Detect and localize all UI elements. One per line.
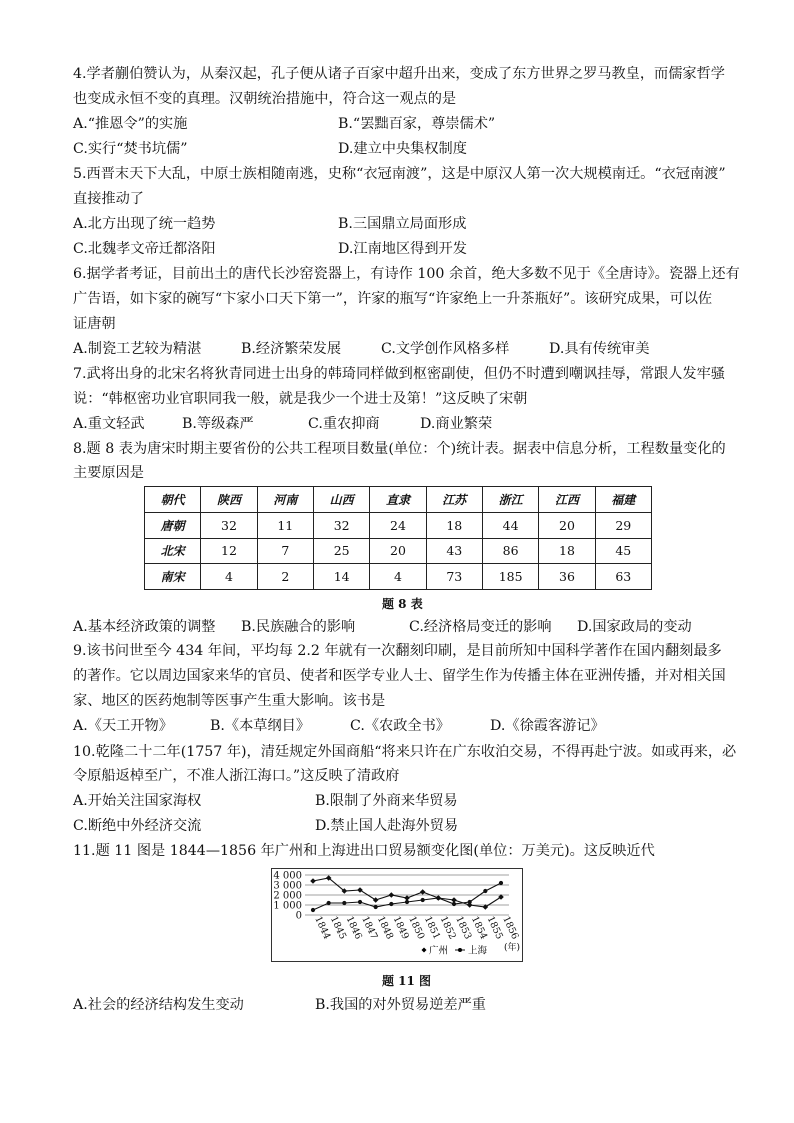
table-cell: 18 [539, 538, 595, 564]
table-cell: 20 [370, 538, 426, 564]
data-point [421, 898, 425, 902]
q8-option-d: D.国家政局的变动 [577, 619, 692, 635]
q11-option-b: B.我国的对外贸易逆差严重 [315, 997, 486, 1013]
table-cell: 63 [595, 564, 651, 590]
q4-option-c: C.实行“焚书坑儒” [73, 141, 188, 157]
q8-option-c: C.经济格局变迁的影响 [409, 619, 552, 635]
table-cell: 29 [595, 512, 651, 538]
q6-stem-line2: 广告语，如卞家的碗写“卞家小口天下第一”，许家的瓶写“许家绝上一升茶瓶好”。该研究成果，可以佐 [73, 291, 713, 307]
q9-option-c: C.《农政全书》 [350, 718, 450, 734]
x-tick-label: 1844 [312, 914, 333, 942]
table-cell: 4 [201, 564, 257, 590]
data-point [483, 889, 487, 893]
data-point [405, 900, 409, 904]
table-row-header: 唐朝 [145, 512, 201, 538]
table-header-cell: 朝代 [145, 487, 201, 513]
legend-label-guangzhou: 广州 [429, 945, 449, 957]
q5-option-d: D.江南地区得到开发 [338, 241, 467, 257]
legend-marker-shanghai [458, 948, 462, 952]
x-tick-label: 1852 [437, 914, 458, 942]
q7-stem-line2: 说：“韩枢密功业官职同我一般，就是我少一个进士及第！”这反映了宋朝 [73, 391, 528, 407]
x-tick-label: 1854 [468, 914, 490, 942]
q6-stem-line3: 证唐朝 [73, 316, 116, 332]
table-cell: 25 [313, 538, 369, 564]
x-tick-label: 1850 [406, 914, 427, 942]
table-cell: 73 [426, 564, 482, 590]
q9-stem-line3: 家、地区的医药炮制等医事产生重大影响。该书是 [73, 693, 386, 709]
table-cell: 185 [482, 564, 538, 590]
table-cell: 43 [426, 538, 482, 564]
q7-stem-line1: 7.武将出身的北宋名将狄青同进士出身的韩琦同样做到枢密副使，但仍不时遭到嘲讽挂辱，常跟人发牢骚 [73, 366, 725, 382]
q6-option-a: A.制瓷工艺较为精湛 [73, 341, 202, 357]
table-row-header: 北宋 [145, 538, 201, 564]
table-cell: 14 [313, 564, 369, 590]
x-tick-label: 1849 [390, 914, 411, 942]
q10-option-d: D.禁止国人赴海外贸易 [315, 818, 459, 834]
y-tick-label: 1 000 [273, 900, 302, 912]
data-point [499, 881, 503, 885]
q11-option-a: A.社会的经济结构发生变动 [73, 997, 244, 1013]
q7-option-a: A.重文轻武 [73, 416, 145, 432]
q6-option-c: C.文学创作风格多样 [381, 341, 510, 357]
legend-label-shanghai: 上海 [468, 945, 488, 957]
table-cell: 18 [426, 512, 482, 538]
q7-option-b: B.等级森严 [182, 416, 254, 432]
table-header-cell: 福建 [595, 487, 651, 513]
table-header-cell: 浙江 [482, 487, 538, 513]
q6-option-b: B.经济繁荣发展 [241, 341, 342, 357]
q6-stem-line1: 6.据学者考证，目前出土的唐代长沙窑瓷器上，有诗作 100 余首，绝大多数不见于《全唐诗》。瓷器上还有 [73, 266, 740, 282]
q5-option-c: C.北魏孝文帝迁都洛阳 [73, 241, 216, 257]
table-cell: 24 [370, 512, 426, 538]
table-row [145, 538, 652, 564]
q4-stem-line2: 也变成永恒不变的真理。汉朝统治措施中，符合这一观点的是 [73, 91, 457, 107]
table-cell: 11 [257, 512, 313, 538]
q4-stem-line1: 4.学者蒯伯赞认为，从秦汉起，孔子便从诸子百家中超升出来，变成了东方世界之罗马教皇，而儒家哲学 [73, 66, 725, 82]
q8-stem-line1: 8.题 8 表为唐宋时期主要省份的公共工程项目数量(单位：个)统计表。据表中信息分析，工程数量变化的 [73, 441, 726, 457]
x-axis-unit-label: (年) [504, 943, 521, 953]
data-point [311, 908, 315, 912]
table-cell: 2 [257, 564, 313, 590]
x-tick-label: 1855 [484, 914, 505, 942]
q11-stem-line1: 11.题 11 图是 1844—1856 年广州和上海进出口贸易额变化图(单位：万美元)。这反映近代 [73, 843, 655, 859]
table-header-cell: 山西 [313, 487, 369, 513]
y-tick-label: 0 [295, 910, 302, 922]
q11-chart-caption: 题 11 图 [382, 974, 432, 988]
q9-stem-line1: 9.该书问世至今 434 年间，平均每 2.2 年就有一次翻刻印刷，是目前所知中国科学著作在国内翻刻最多 [73, 643, 722, 659]
q10-stem-line2: 令原船返棹至广，不准人浙江海口。”这反映了清政府 [73, 768, 400, 784]
y-tick-label: 4 000 [273, 870, 302, 882]
table-cell: 44 [482, 512, 538, 538]
q10-option-c: C.断绝中外经济交流 [73, 818, 202, 834]
x-tick-label: 1847 [359, 914, 380, 942]
q5-option-b: B.三国鼎立局面形成 [338, 216, 467, 232]
table-row-header: 南宋 [145, 564, 201, 590]
y-tick-label: 3 000 [273, 880, 302, 892]
table-cell: 4 [370, 564, 426, 590]
x-tick-label: 1853 [453, 914, 474, 942]
q7-option-c: C.重农抑商 [308, 416, 380, 432]
q8-option-b: B.民族融合的影响 [241, 619, 356, 635]
table-cell: 45 [595, 538, 651, 564]
q5-stem-line1: 5.西晋末天下大乱，中原士族相随南逃，史称“衣冠南渡”，这是中原汉人第一次大规模南迁。“衣冠南渡” [73, 166, 726, 182]
table-header-cell: 河南 [257, 487, 313, 513]
table-header-cell: 陕西 [201, 487, 257, 513]
table-row [145, 512, 652, 538]
q11-line-chart [271, 868, 523, 962]
table-cell: 20 [539, 512, 595, 538]
table-cell: 12 [201, 538, 257, 564]
table-header-cell: 江西 [539, 487, 595, 513]
q9-option-d: D.《徐霞客游记》 [490, 718, 605, 734]
y-tick-label: 2 000 [273, 890, 302, 902]
q7-option-d: D.商业繁荣 [420, 416, 493, 432]
data-point [327, 901, 331, 905]
q5-stem-line2: 直接推动了 [73, 191, 144, 207]
data-point [452, 902, 456, 906]
q9-stem-line2: 的著作。它以周边国家来华的官员、使者和医学专业人士、留学生作为传播主体在亚洲传播，并对相关国 [73, 668, 726, 684]
x-tick-label: 1845 [327, 914, 349, 942]
q4-option-d: D.建立中央集权制度 [338, 141, 467, 157]
q5-option-a: A.北方出现了统一趋势 [73, 216, 216, 232]
q10-stem-line1: 10.乾隆二十二年(1757 年)，清廷规定外国商船“将来只许在广东收泊交易，不得再赴宁波。如或再来，必 [73, 744, 737, 760]
q9-option-b: B.《本草纲目》 [210, 718, 311, 734]
table-cell: 36 [539, 564, 595, 590]
q8-stem-line2: 主要原因是 [73, 465, 144, 481]
x-tick-label: 1851 [421, 914, 443, 942]
table-header-cell: 直隶 [370, 487, 426, 513]
data-point [374, 905, 378, 909]
data-point [389, 902, 393, 906]
q8-option-a: A.基本经济政策的调整 [73, 619, 216, 635]
q6-option-d: D.具有传统审美 [549, 341, 650, 357]
x-tick-label: 1848 [374, 914, 396, 942]
data-point [468, 900, 472, 904]
q4-option-b: B.“罢黜百家，尊崇儒术” [338, 116, 496, 132]
q9-option-a: A.《天工开物》 [73, 718, 173, 734]
table-cell: 32 [313, 512, 369, 538]
table-header-row [145, 487, 652, 513]
q10-option-b: B.限制了外商来华贸易 [315, 793, 458, 809]
q10-option-a: A.开始关注国家海权 [73, 793, 202, 809]
data-point [358, 900, 362, 904]
data-point [436, 896, 440, 900]
q8-table-caption: 题 8 表 [382, 597, 423, 611]
table-row [145, 564, 652, 590]
table-cell: 7 [257, 538, 313, 564]
table-cell: 86 [482, 538, 538, 564]
x-tick-label: 1846 [343, 914, 364, 942]
table-header-cell: 江苏 [426, 487, 482, 513]
table-cell: 32 [201, 512, 257, 538]
q4-option-a: A.“推恩令”的实施 [73, 116, 188, 132]
x-tick-label: 1856 [500, 914, 521, 942]
q8-data-table [144, 486, 652, 590]
data-point [342, 901, 346, 905]
